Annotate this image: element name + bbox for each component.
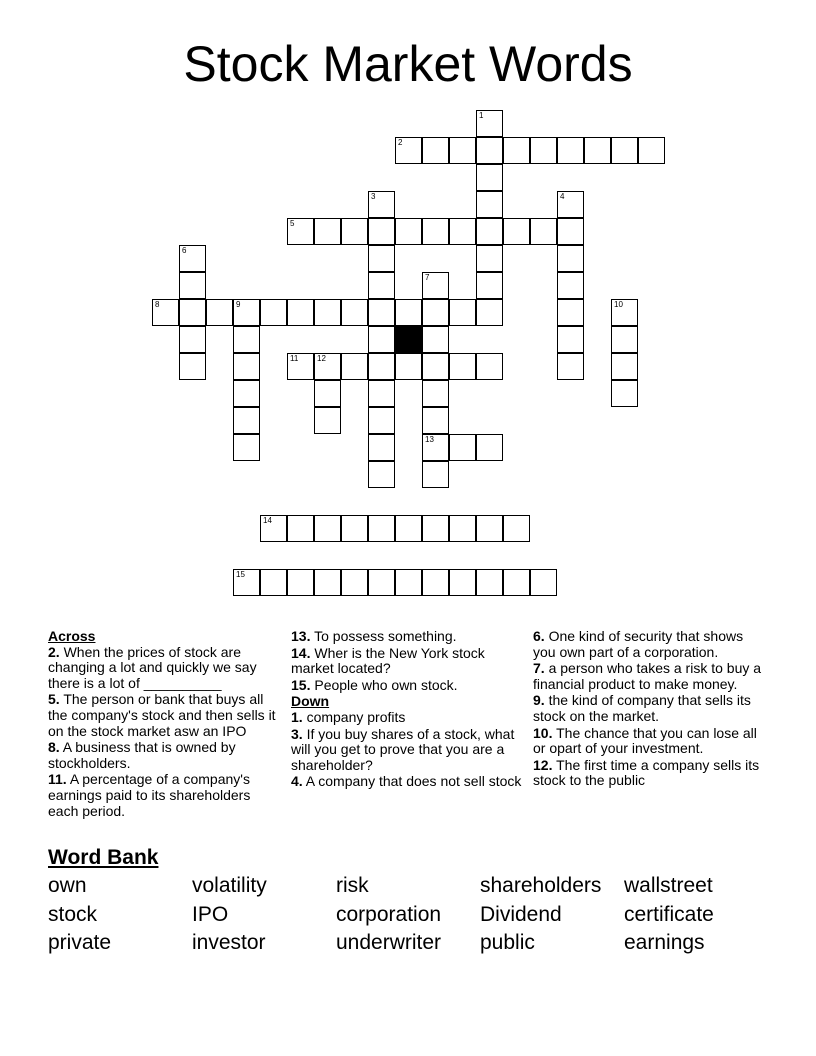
clue-item bbox=[291, 710, 527, 726]
clue-item bbox=[291, 727, 527, 774]
grid-cell[interactable] bbox=[152, 299, 179, 326]
grid-cell[interactable] bbox=[422, 407, 449, 434]
word-bank-item: certificate bbox=[624, 903, 714, 926]
clues-column-1 bbox=[48, 629, 284, 820]
grid-cell[interactable] bbox=[530, 137, 557, 164]
grid-cell[interactable] bbox=[287, 569, 314, 596]
grid-cell[interactable] bbox=[611, 326, 638, 353]
grid-cell[interactable] bbox=[341, 353, 368, 380]
grid-cell[interactable] bbox=[395, 569, 422, 596]
word-bank-item: earnings bbox=[624, 931, 705, 954]
grid-cell[interactable] bbox=[422, 461, 449, 488]
grid-cell[interactable] bbox=[395, 137, 422, 164]
clue-number: 4 bbox=[560, 192, 565, 201]
grid-cell[interactable] bbox=[233, 569, 260, 596]
word-bank-item: public bbox=[480, 931, 535, 954]
grid-cell[interactable] bbox=[476, 218, 503, 245]
clue-number: 11. bbox=[48, 771, 67, 788]
grid-cell[interactable] bbox=[422, 569, 449, 596]
grid-cell[interactable] bbox=[368, 434, 395, 461]
grid-cell[interactable] bbox=[476, 164, 503, 191]
grid-cell[interactable] bbox=[368, 299, 395, 326]
grid-cell[interactable] bbox=[368, 353, 395, 380]
word-bank-item: risk bbox=[336, 874, 369, 897]
grid-cell[interactable] bbox=[341, 515, 368, 542]
clue-number: 1. bbox=[291, 708, 303, 725]
clue-number: 2. bbox=[48, 643, 60, 660]
grid-cell[interactable] bbox=[476, 110, 503, 137]
grid-cell[interactable] bbox=[503, 569, 530, 596]
grid-cell[interactable] bbox=[314, 299, 341, 326]
clue-text: A company that does not sell stock bbox=[302, 773, 522, 790]
clue-number: 9 bbox=[236, 300, 241, 309]
grid-cell[interactable] bbox=[611, 137, 638, 164]
grid-cell[interactable] bbox=[611, 380, 638, 407]
grid-cell[interactable] bbox=[422, 380, 449, 407]
puzzle-title: Stock Market Words bbox=[183, 36, 633, 92]
clue-text: The first time a company sells its stock to the public bbox=[533, 756, 760, 789]
grid-cell[interactable] bbox=[341, 218, 368, 245]
clues-column-3 bbox=[533, 629, 769, 790]
grid-cell[interactable] bbox=[206, 299, 233, 326]
grid-cell[interactable] bbox=[395, 299, 422, 326]
clue-number: 15 bbox=[236, 570, 245, 579]
grid-cell[interactable] bbox=[530, 569, 557, 596]
grid-cell[interactable] bbox=[260, 515, 287, 542]
clue-item bbox=[533, 629, 769, 660]
grid-cell[interactable] bbox=[611, 353, 638, 380]
grid-cell[interactable] bbox=[368, 407, 395, 434]
grid-cell[interactable] bbox=[287, 299, 314, 326]
grid-cell[interactable] bbox=[368, 245, 395, 272]
grid-cell[interactable] bbox=[179, 326, 206, 353]
across-header: Across bbox=[48, 628, 96, 644]
grid-cell[interactable] bbox=[260, 299, 287, 326]
grid-cell[interactable] bbox=[557, 191, 584, 218]
grid-cell[interactable] bbox=[368, 569, 395, 596]
grid-cell[interactable] bbox=[449, 569, 476, 596]
grid-cell[interactable] bbox=[179, 245, 206, 272]
clue-number: 7 bbox=[425, 273, 430, 282]
clue-number: 3 bbox=[371, 192, 376, 201]
grid-cell[interactable] bbox=[503, 137, 530, 164]
down-header: Down bbox=[291, 693, 330, 710]
grid-cell[interactable] bbox=[233, 299, 260, 326]
word-bank-item: IPO bbox=[192, 903, 229, 926]
clue-number: 12 bbox=[317, 354, 326, 363]
clue-number: 3. bbox=[291, 725, 303, 742]
clue-item bbox=[291, 646, 527, 677]
word-bank-item: stock bbox=[48, 903, 98, 926]
clue-number: 8 bbox=[155, 300, 160, 309]
clue-text: When the prices of stock are changing a lot and quickly we say there is a lot of __________ bbox=[48, 643, 257, 691]
grid-cell[interactable] bbox=[476, 137, 503, 164]
grid-cell[interactable] bbox=[233, 353, 260, 380]
clue-text: the kind of company that sells its stock on the market. bbox=[533, 692, 751, 724]
grid-cell[interactable] bbox=[395, 218, 422, 245]
grid-cell[interactable] bbox=[233, 380, 260, 407]
clue-text: company profits bbox=[302, 708, 406, 725]
grid-cell[interactable] bbox=[422, 353, 449, 380]
grid-cell[interactable] bbox=[584, 137, 611, 164]
clue-item bbox=[48, 645, 284, 692]
clue-number: 15. bbox=[291, 676, 311, 693]
clue-item bbox=[291, 678, 527, 694]
clue-number: 1 bbox=[479, 111, 484, 120]
grid-cell[interactable] bbox=[557, 137, 584, 164]
clue-text: If you buy shares of a stock, what will you get to prove that you are a shareholder? bbox=[291, 725, 515, 773]
word-bank-item: wallstreet bbox=[624, 874, 713, 897]
grid-cell[interactable] bbox=[368, 191, 395, 218]
grid-cell[interactable] bbox=[530, 218, 557, 245]
grid-cell[interactable] bbox=[557, 299, 584, 326]
grid-cell[interactable] bbox=[449, 434, 476, 461]
grid-cell[interactable] bbox=[449, 515, 476, 542]
clue-number: 13 bbox=[425, 435, 434, 444]
clue-number: 8. bbox=[48, 739, 60, 756]
grid-cell[interactable] bbox=[422, 272, 449, 299]
grid-cell[interactable] bbox=[476, 515, 503, 542]
grid-cell[interactable] bbox=[503, 515, 530, 542]
grid-cell[interactable] bbox=[476, 353, 503, 380]
word-bank-item: corporation bbox=[336, 903, 442, 926]
grid-cell[interactable] bbox=[557, 272, 584, 299]
grid-cell[interactable] bbox=[476, 569, 503, 596]
clues-column-2 bbox=[291, 629, 527, 791]
clue-number: 6 bbox=[182, 246, 187, 255]
grid-cell[interactable] bbox=[314, 353, 341, 380]
grid-cell[interactable] bbox=[314, 407, 341, 434]
grid-cell[interactable] bbox=[368, 218, 395, 245]
grid-cell[interactable] bbox=[368, 515, 395, 542]
grid-cell[interactable] bbox=[449, 218, 476, 245]
grid-cell[interactable] bbox=[233, 434, 260, 461]
grid-cell[interactable] bbox=[341, 569, 368, 596]
grid-cell[interactable] bbox=[368, 461, 395, 488]
grid-cell[interactable] bbox=[368, 380, 395, 407]
clue-text: To possess something. bbox=[310, 628, 457, 644]
grid-cell[interactable] bbox=[179, 353, 206, 380]
grid-cell[interactable] bbox=[422, 326, 449, 353]
clue-number: 5 bbox=[290, 219, 295, 228]
grid-cell[interactable] bbox=[395, 515, 422, 542]
clue-number: 12. bbox=[533, 756, 553, 773]
grid-cell[interactable] bbox=[260, 569, 287, 596]
grid-cell[interactable] bbox=[557, 353, 584, 380]
grid-cell[interactable] bbox=[341, 299, 368, 326]
clue-number: 14. bbox=[291, 644, 311, 661]
grid-cell[interactable] bbox=[638, 137, 665, 164]
clue-number: 9. bbox=[533, 692, 545, 709]
clue-text: People who own stock. bbox=[310, 676, 458, 693]
clue-text: a person who takes a risk to buy a financial product to make money. bbox=[533, 660, 762, 692]
grid-cell[interactable] bbox=[368, 272, 395, 299]
clue-number: 14 bbox=[263, 516, 272, 525]
clue-text: A business that is owned by stockholders. bbox=[48, 739, 236, 771]
word-bank-item: investor bbox=[192, 931, 266, 954]
grid-cell[interactable] bbox=[395, 353, 422, 380]
grid-cell[interactable] bbox=[449, 299, 476, 326]
word-bank-title: Word Bank bbox=[48, 846, 159, 869]
clue-number: 11 bbox=[290, 354, 299, 363]
grid-cell[interactable] bbox=[476, 299, 503, 326]
grid-cell[interactable] bbox=[557, 218, 584, 245]
clue-text: The chance that you can lose all or opart of your investment. bbox=[533, 724, 757, 757]
clue-item bbox=[533, 693, 769, 724]
grid-cell[interactable] bbox=[422, 218, 449, 245]
grid-cell[interactable] bbox=[476, 434, 503, 461]
clue-item bbox=[533, 661, 769, 692]
clue-item bbox=[291, 774, 527, 790]
clue-number: 10 bbox=[614, 300, 623, 309]
grid-cell[interactable] bbox=[422, 137, 449, 164]
clue-text: Wher is the New York stock market located? bbox=[291, 644, 485, 677]
clue-number: 10. bbox=[533, 724, 553, 741]
clue-number: 6. bbox=[533, 628, 545, 644]
clue-number: 2 bbox=[398, 138, 403, 147]
grid-cell[interactable] bbox=[233, 407, 260, 434]
clue-item bbox=[291, 629, 527, 645]
grid-cell[interactable] bbox=[557, 326, 584, 353]
grid-cell[interactable] bbox=[476, 272, 503, 299]
grid-cell[interactable] bbox=[179, 299, 206, 326]
grid-cell[interactable] bbox=[233, 326, 260, 353]
grid-cell[interactable] bbox=[449, 137, 476, 164]
grid-cell[interactable] bbox=[314, 569, 341, 596]
word-bank-item: underwriter bbox=[336, 931, 442, 954]
clue-number: 7. bbox=[533, 660, 545, 677]
clue-text: One kind of security that shows you own part of a corporation. bbox=[533, 628, 744, 660]
grid-cell[interactable] bbox=[314, 380, 341, 407]
clue-text: The person or bank that buys all the company's stock and then sells it on the stock market asw an IPO bbox=[48, 691, 276, 739]
grid-cell[interactable] bbox=[287, 218, 314, 245]
grid-cell[interactable] bbox=[314, 218, 341, 245]
grid-cell[interactable] bbox=[422, 299, 449, 326]
grid-cell[interactable] bbox=[422, 515, 449, 542]
grid-cell[interactable] bbox=[611, 299, 638, 326]
clue-item bbox=[48, 740, 284, 771]
clue-item bbox=[48, 772, 284, 819]
clue-item bbox=[48, 692, 284, 739]
grid-cell[interactable] bbox=[314, 515, 341, 542]
grid-cell[interactable] bbox=[287, 353, 314, 380]
grid-cell[interactable] bbox=[449, 353, 476, 380]
word-bank-item: shareholders bbox=[480, 874, 602, 897]
clue-item bbox=[533, 758, 769, 789]
grid-cell[interactable] bbox=[476, 191, 503, 218]
grid-cell[interactable] bbox=[557, 245, 584, 272]
clue-number: 4. bbox=[291, 773, 303, 790]
word-bank-item: volatility bbox=[192, 874, 267, 897]
grid-cell[interactable] bbox=[179, 272, 206, 299]
grid-cell[interactable] bbox=[503, 218, 530, 245]
grid-cell[interactable] bbox=[476, 245, 503, 272]
word-bank-item: private bbox=[48, 931, 112, 954]
grid-cell[interactable] bbox=[422, 434, 449, 461]
clue-text: A percentage of a company's earnings paid to its shareholders each period. bbox=[48, 771, 251, 819]
clue-item bbox=[533, 726, 769, 757]
word-bank-item: own bbox=[48, 874, 87, 897]
grid-cell[interactable] bbox=[368, 326, 395, 353]
clue-number: 13. bbox=[291, 628, 311, 644]
clue-number: 5. bbox=[48, 691, 60, 708]
grid-cell[interactable] bbox=[287, 515, 314, 542]
word-bank-item: Dividend bbox=[480, 903, 562, 926]
black-cell bbox=[395, 326, 422, 353]
